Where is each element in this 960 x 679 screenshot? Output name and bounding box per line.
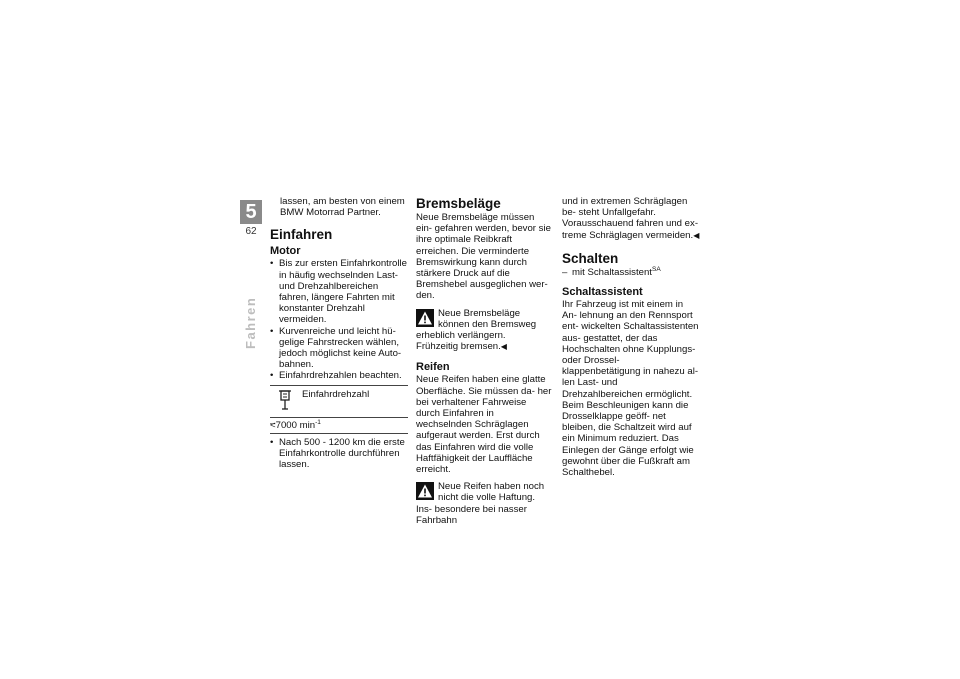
warning-brakes [416, 308, 552, 342]
list-item: • Bis zur ersten Einfahrkontrolle in häufig wechselnden Last- und Drehzahlbereichen fahren, längere Fahrten mit konstanter Drehzahl vermeiden. [270, 258, 408, 325]
warning-triangle-icon [416, 482, 434, 500]
section-heading-bremsbelaege: Bremsbeläge [416, 196, 501, 211]
subheading-reifen: Reifen [416, 361, 450, 374]
intro-line-2: BMW Motorrad Partner. [280, 207, 381, 219]
list-item: • Einfahrdrehzahlen beachten. [270, 370, 408, 381]
schaltassistent-text: Ihr Fahrzeug ist mit einem in An- lehnung an den Rennsport ent- wickelten Schaltassistenten aus- gestattet, der das Hochschalten ohne Kupplungs- oder Drossel- klappenbetätigung in nahezu al- len Last- und Drehzahlbereichen ermöglicht. Beim Beschleunigen kann die Drosselklappe geöff- net bleiben, die Schaltzeit wird auf ein Minimum reduziert. Das Einlegen der Gänge erfolgt wie gewohnt über die Fußkraft am Schalthebel. [562, 299, 699, 479]
rpm-spec-value: – <7000 $\min^{-1}$ [270, 418, 408, 433]
page-number: 62 [245, 226, 257, 237]
rpm-spec-header [270, 386, 408, 418]
warning-tyres [416, 481, 552, 526]
warning-triangle-icon [416, 309, 434, 327]
section-heading-schalten: Schalten [562, 250, 619, 266]
subheading-schaltassistent: Schaltassistent [562, 286, 643, 299]
motor-bullet-list-2 [270, 437, 408, 471]
rpm-spec-box [270, 385, 408, 434]
list-item: • Nach 500 - 1200 km die erste Einfahrkontrolle durchführen lassen. [270, 437, 408, 471]
warning-brakes-end: Frühzeitig bremsen. ◀ [416, 341, 552, 352]
tyres-warning-end: Vorausschauend fahren und ex- treme Schräglagen vermeiden. ◀ [562, 218, 700, 240]
warning-brakes-text: Neue Bremsbeläge können den Bremsweg erheblich verlängern. [416, 307, 537, 342]
bremsbelaege-text: Neue Bremsbeläge müssen ein- gefahren werden, bevor sie ihre optimale Reibkraft erreichen. Die verminderte Bremswirkung kann durch stärkere Druck auf die Bremshebel ausgeglichen wer- den. [416, 212, 551, 302]
column-2 [416, 196, 552, 526]
chapter-number-tab: 5 [240, 200, 262, 224]
column-3 [562, 196, 700, 478]
intro-line-1: lassen, am besten von einem [280, 196, 405, 207]
reifen-text: Neue Reifen haben eine glatte Oberfläche. Sie müssen da- her bei verhaltener Fahrweise durch Einfahren in wechselnden Schräglagen aufgeraut werden. Erst durch das Einfahren wird die volle Haftfähigkeit der Lauffläche erreicht. [416, 374, 552, 476]
tyres-warning-continued: und in extremen Schräglagen be- steht Unfallgefahr. [562, 196, 688, 219]
section-heading-einfahren: Einfahren [270, 227, 333, 243]
chapter-side-label: Fahren [243, 296, 258, 349]
list-item: • Kurvenreiche und leicht hü- gelige Fahrstrecken wählen, jedoch möglichst keine Auto- bahnen. [270, 326, 408, 371]
option-schaltassistent: – mit Schaltassistent$^{SA}$ [562, 267, 700, 278]
rpm-spec-label: Einfahrdrehzahl [302, 388, 370, 400]
motor-bullet-list [270, 258, 408, 381]
engine-rpm-icon [278, 389, 292, 411]
warning-tyres-text: Neue Reifen haben noch nicht die volle Haftung. Ins- besondere bei nasser Fahrbahn [416, 481, 545, 526]
subheading-motor: Motor [270, 245, 301, 258]
column-1 [270, 196, 408, 470]
